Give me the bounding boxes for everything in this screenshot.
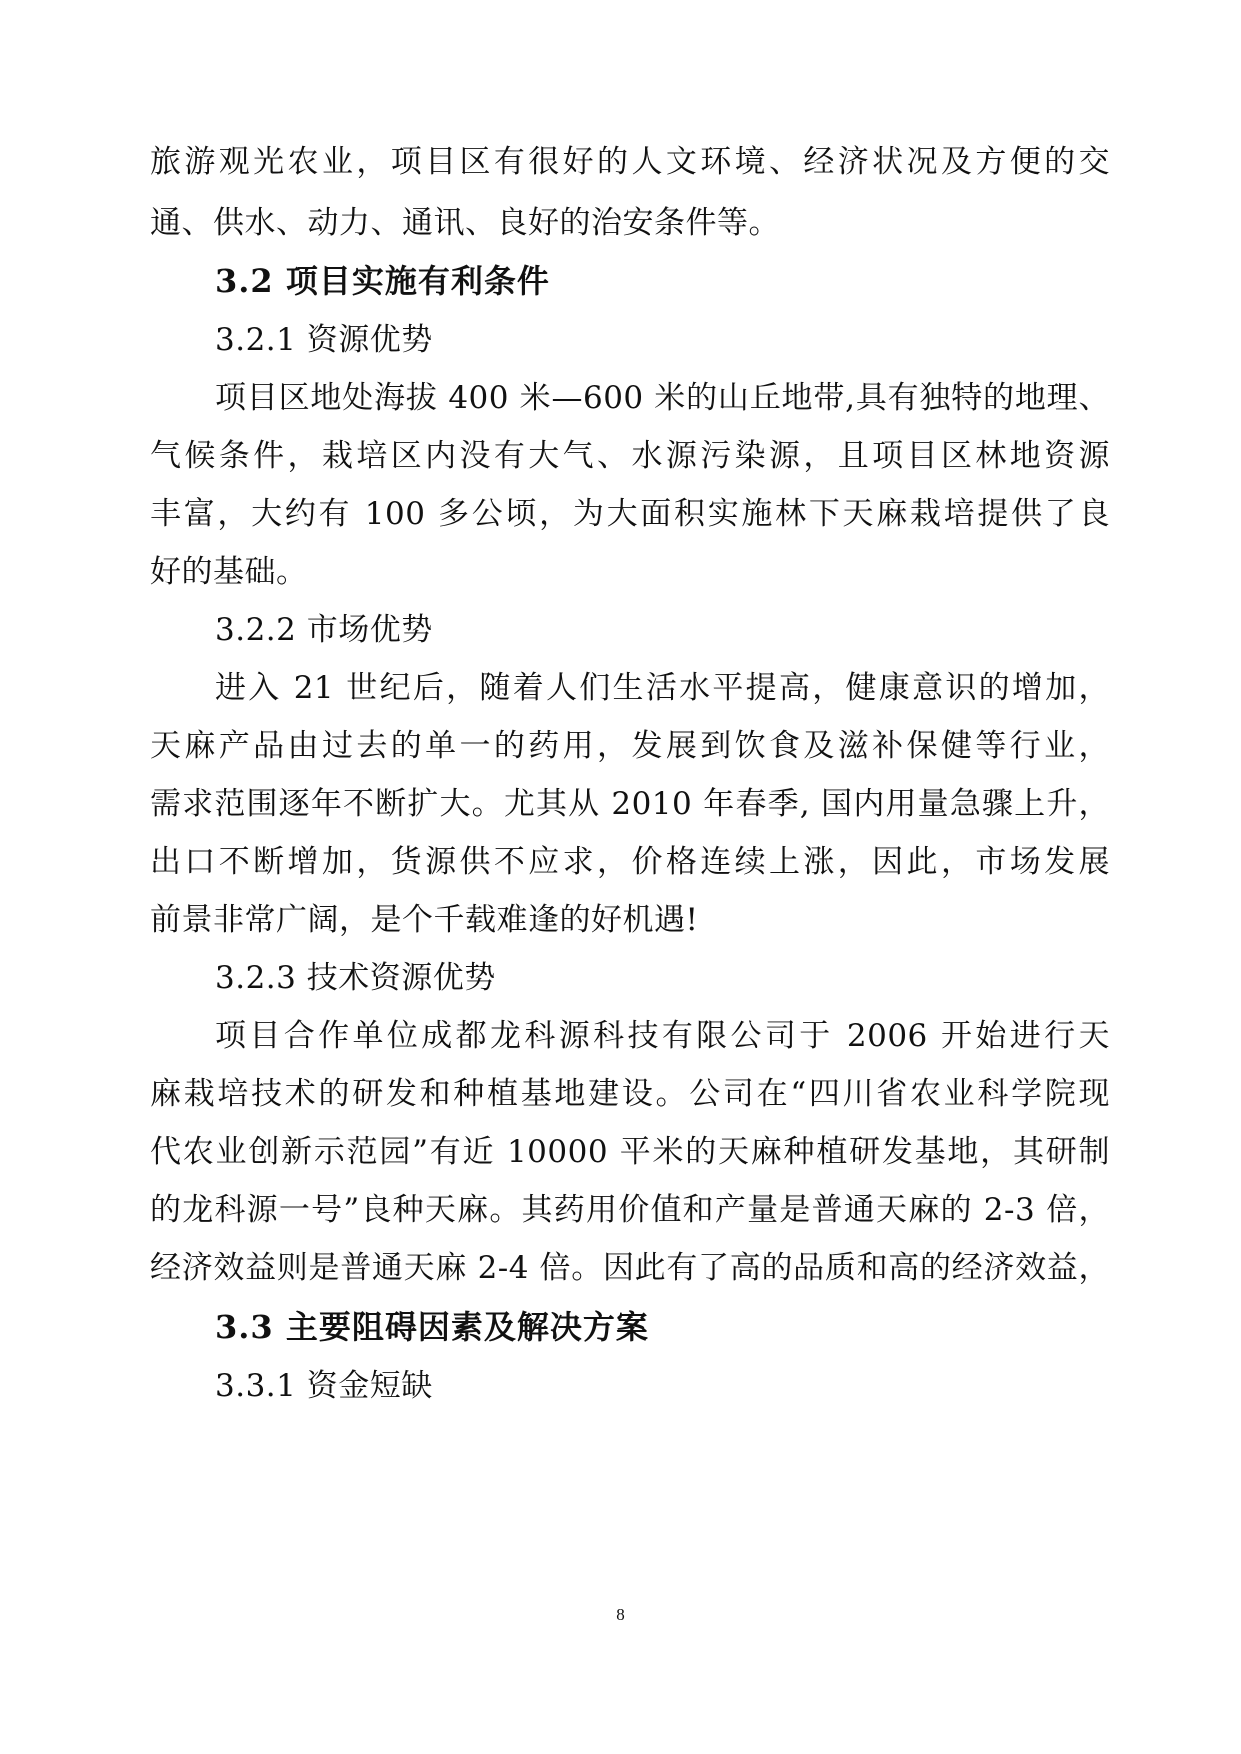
- subsection-heading: 3.2.1 资源优势: [215, 322, 433, 358]
- paragraph-line: 麻栽培技术的研发和种植基地建设。公司在“四川省农业科学院现: [150, 1076, 1110, 1112]
- subsection-heading: 3.3.1 资金短缺: [215, 1368, 433, 1404]
- paragraph-line: 需求范围逐年不断扩大。尤其从 2010 年春季, 国内用量急骤上升，: [150, 786, 1110, 822]
- paragraph-line: 通、供水、动力、通讯、良好的治安条件等。: [150, 205, 780, 241]
- paragraph-line: 代农业创新示范园”有近 10000 平米的天麻种植研发基地，其研制: [150, 1134, 1110, 1170]
- paragraph-line: 进入 21 世纪后，随着人们生活水平提高，健康意识的增加，: [215, 670, 1110, 706]
- paragraph-line: 旅游观光农业，项目区有很好的人文环境、经济状况及方便的交: [150, 144, 1110, 180]
- paragraph-line: 气候条件，栽培区内没有大气、水源污染源，且项目区林地资源: [150, 438, 1110, 474]
- section-heading: 3.3 主要阻碍因素及解决方案: [215, 1308, 649, 1346]
- subsection-heading: 3.2.3 技术资源优势: [215, 960, 496, 996]
- paragraph-line: 的龙科源一号”良种天麻。其药用价值和产量是普通天麻的 2-3 倍，: [150, 1192, 1110, 1228]
- subsection-heading: 3.2.2 市场优势: [215, 612, 433, 648]
- section-heading: 3.2 项目实施有利条件: [215, 262, 550, 300]
- paragraph-line: 丰富，大约有 100 多公顷，为大面积实施林下天麻栽培提供了良: [150, 496, 1110, 532]
- paragraph-line: 项目区地处海拔 400 米—600 米的山丘地带,具有独特的地理、: [215, 380, 1110, 416]
- paragraph-line: 经济效益则是普通天麻 2-4 倍。因此有了高的品质和高的经济效益，: [150, 1250, 1110, 1286]
- paragraph-line: 好的基础。: [150, 554, 308, 590]
- paragraph-line: 天麻产品由过去的单一的药用，发展到饮食及滋补保健等行业，: [150, 728, 1110, 764]
- page-number: 8: [616, 1605, 625, 1624]
- paragraph-line: 项目合作单位成都龙科源科技有限公司于 2006 开始进行天: [215, 1018, 1110, 1054]
- paragraph-line: 出口不断增加，货源供不应求，价格连续上涨，因此，市场发展: [150, 844, 1110, 880]
- paragraph-line: 前景非常广阔，是个千载难逢的好机遇!: [150, 902, 699, 938]
